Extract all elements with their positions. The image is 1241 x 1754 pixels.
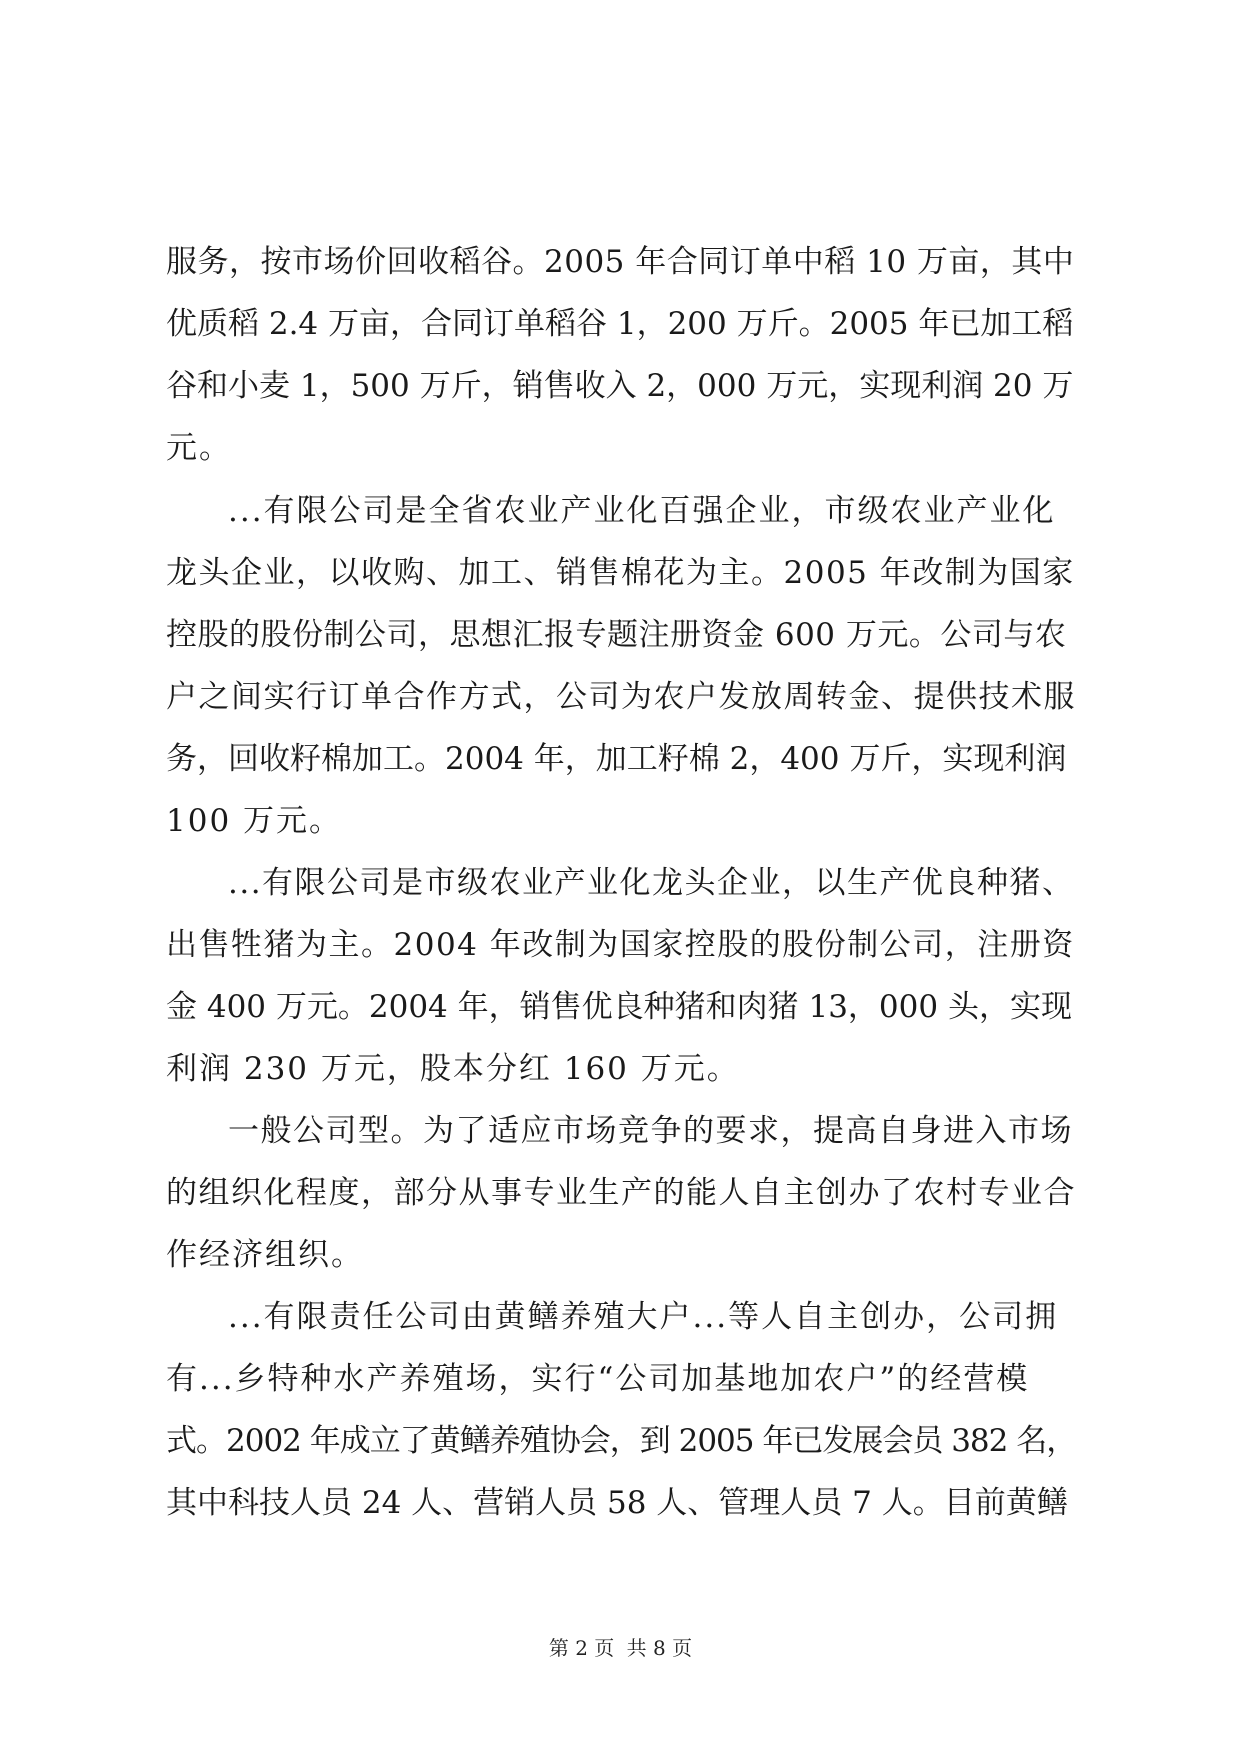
text-line: 元。: [166, 430, 232, 466]
text-line: 控股的股份制公司，思想汇报专题注册资金 600 万元。公司与农: [166, 617, 1067, 653]
text-line: 服务，按市场价回收稻谷。2005 年合同订单中稻 10 万亩，其中: [166, 244, 1075, 280]
text-line: 金 400 万元。2004 年，销售优良种猪和肉猪 13，000 头，实现: [166, 989, 1072, 1025]
text-line: 谷和小麦 1，500 万斤，销售收入 2，000 万元，实现利润 20 万: [166, 368, 1074, 404]
paragraph-first-line: ...有限公司是市级农业产业化龙头企业，以生产优良种猪、: [228, 865, 1075, 901]
text-line: 务，回收籽棉加工。2004 年，加工籽棉 2，400 万斤，实现利润: [166, 741, 1067, 777]
text-line: 的组织化程度，部分从事专业生产的能人自主创办了农村专业合: [166, 1175, 1076, 1211]
page-number: 第 2 页: [548, 1636, 615, 1660]
text-line: 优质稻 2.4 万亩，合同订单稻谷 1，200 万斤。2005 年已加工稻: [166, 306, 1074, 342]
paragraph-first-line: 一般公司型。为了适应市场竞争的要求，提高自身进入市场: [228, 1113, 1073, 1149]
paragraph-first-line: ...有限责任公司由黄鳝养殖大户...等人自主创办，公司拥: [228, 1299, 1059, 1335]
text-line: 出售牲猪为主。2004 年改制为国家控股的股份制公司，注册资: [166, 927, 1075, 963]
text-line: 利润 230 万元，股本分红 160 万元。: [166, 1051, 740, 1087]
page-footer: [0, 1634, 1241, 1662]
text-line: 作经济组织。: [166, 1237, 364, 1273]
text-line: 龙头企业，以收购、加工、销售棉花为主。2005 年改制为国家: [166, 555, 1075, 591]
text-line: 100 万元。: [166, 803, 343, 839]
text-line: 其中科技人员 24 人、营销人员 58 人、管理人员 7 人。目前黄鳝: [166, 1485, 1068, 1521]
text-line: 户之间实行订单合作方式，公司为农户发放周转金、提供技术服: [166, 679, 1076, 715]
page-total: 共 8 页: [626, 1636, 693, 1660]
text-line: 式。2002 年成立了黄鳝养殖协会，到 2005 年已发展会员 382 名，: [166, 1423, 1077, 1459]
text-line: 有...乡特种水产养殖场，实行“公司加基地加农户”的经营模: [166, 1361, 1030, 1397]
paragraph-first-line: ...有限公司是全省农业产业化百强企业，市级农业产业化: [228, 493, 1056, 529]
